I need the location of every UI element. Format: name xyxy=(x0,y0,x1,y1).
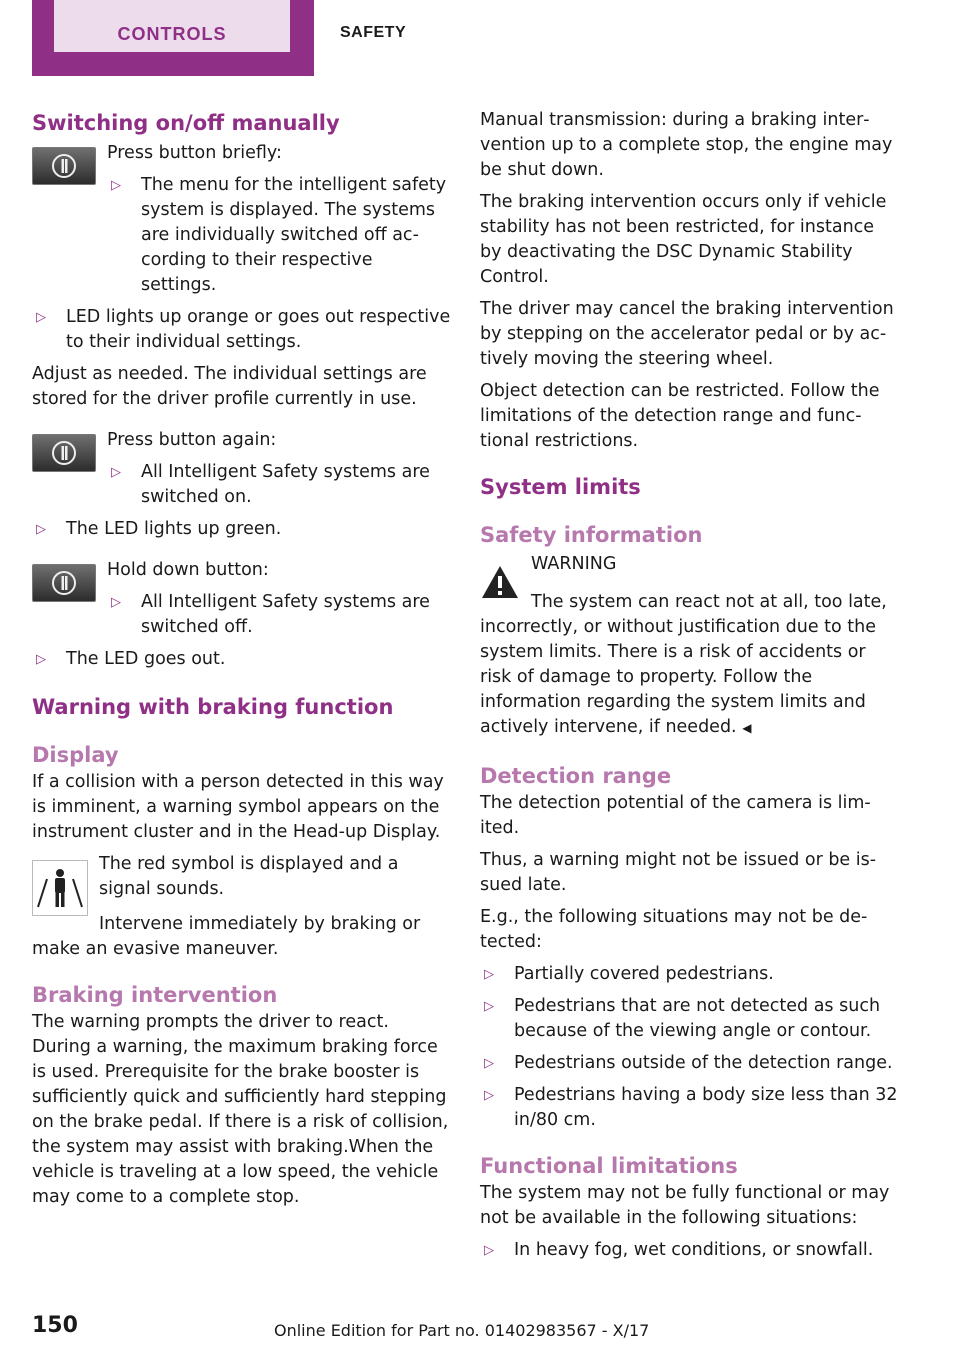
bullet-triangle-icon: ▷ xyxy=(36,522,46,537)
press-again-block xyxy=(32,428,452,510)
left-column xyxy=(32,108,452,1217)
list-item: ▷ Pedestrians having a body size less than 32 in/80 cm. xyxy=(484,1085,898,1130)
list-item: ▷ The menu for the intelligent safety system is displayed. The systems are individually switched off according to their respective settings. xyxy=(111,175,447,295)
bullet-triangle-icon: ▷ xyxy=(484,1243,494,1258)
intervene-text: Intervene immediately by braking or make an evasive maneuver. xyxy=(32,914,421,959)
safety-button-icon xyxy=(32,147,96,185)
pedestrian-warning-icon xyxy=(32,860,88,916)
red-symbol-text: The red symbol is displayed and a signal sounds. xyxy=(99,854,399,899)
eg-text: E.g., the following situations may not be detected: xyxy=(480,907,868,952)
bullet-triangle-icon: ▷ xyxy=(484,999,494,1014)
warning-triangle-icon xyxy=(480,564,520,608)
adjust-text: Adjust as needed. The individual settings are stored for the driver profile currently in use. xyxy=(32,364,427,409)
object-detection-text: Object detection can be restricted. Follow the limitations of the detection range and functional restrictions. xyxy=(480,381,880,451)
safety-information-heading: Safety information xyxy=(480,523,703,547)
functional-limitations-heading: Functional limitations xyxy=(480,1154,738,1178)
hold-down-block xyxy=(32,558,452,640)
list-item: ▷ Pedestrians that are not detected as such because of the viewing angle or contour. xyxy=(484,996,881,1041)
braking-only-text: The braking intervention occurs only if vehicle stability has not been restricted, for instance by deactivating the DSC Dynamic Stability Control. xyxy=(480,192,887,287)
bullet-triangle-icon: ▷ xyxy=(111,178,121,193)
list-item: ▷ The LED goes out. xyxy=(32,647,452,672)
edition-footer: Online Edition for Part no. 01402983567 - X/17 xyxy=(274,1321,650,1340)
right-column xyxy=(480,108,900,1270)
system-limits-heading: System limits xyxy=(480,475,641,499)
safety-button-icon xyxy=(32,564,96,602)
bullet-triangle-icon: ▷ xyxy=(484,1056,494,1071)
list-item: ▷ LED lights up orange or goes out respective to their individual settings. xyxy=(36,307,451,352)
bullet-triangle-icon: ▷ xyxy=(111,595,121,610)
bullet-triangle-icon: ▷ xyxy=(484,967,494,982)
hold-down-text: Hold down button: xyxy=(107,560,269,580)
thus-text: Thus, a warning might not be issued or be issued late. xyxy=(480,850,877,895)
list-item: ▷ All Intelligent Safety systems are switched on. xyxy=(111,462,430,507)
warning-block xyxy=(480,552,900,602)
end-mark-icon: ◀ xyxy=(742,721,752,735)
detection-text: The detection potential of the camera is limited. xyxy=(480,793,871,838)
display-text: If a collision with a person detected in this way is imminent, a warning symbol appears on the instrument cluster and in the Head-up Display. xyxy=(32,772,444,842)
bullet-triangle-icon: ▷ xyxy=(36,652,46,667)
functional-text: The system may not be fully functional or may not be available in the following situations: xyxy=(480,1183,890,1228)
page-number: 150 xyxy=(32,1313,78,1338)
tab-controls-label: CONTROLS xyxy=(54,0,290,52)
press-briefly-block xyxy=(32,141,452,298)
list-item: ▷ Pedestrians outside of the detection range. xyxy=(480,1051,900,1076)
warning-braking-heading: Warning with braking function xyxy=(32,695,394,719)
bullet-triangle-icon: ▷ xyxy=(111,465,121,480)
warning-label: WARNING xyxy=(531,554,617,574)
display-heading: Display xyxy=(32,743,119,767)
list-item: ▷ The LED lights up green. xyxy=(32,517,452,542)
braking-text: The warning prompts the driver to react. During a warning, the maximum braking force is used. Prerequisite for the brake booster is sufficiently quick and sufficiently hard stepping on the brake pedal. If there is a risk of collision, the system may assist with braking.When the vehicle is traveling at a low speed, the vehicle may come to a complete stop. xyxy=(32,1012,449,1207)
warning-text: The system can react not at all, too late, incorrectly, or without justification due to the system limits. There is a risk of accidents or risk of damage to property. Follow the information regarding the system limits and actively intervene, if needed. ◀ xyxy=(480,592,887,737)
bullet-triangle-icon: ▷ xyxy=(484,1088,494,1103)
switching-heading: Switching on/off manually xyxy=(32,111,340,135)
list-item: ▷ Partially covered pedestrians. xyxy=(480,962,900,987)
list-item: ▷ In heavy fog, wet conditions, or snowfall. xyxy=(480,1238,900,1263)
list-item: ▷ All Intelligent Safety systems are switched off. xyxy=(111,592,430,637)
manual-transmission-text: Manual transmission: during a braking intervention up to a complete stop, the engine may be shut down. xyxy=(480,110,893,180)
tab-safety[interactable]: SAFETY xyxy=(340,24,407,41)
detection-range-heading: Detection range xyxy=(480,764,672,788)
press-again-text: Press button again: xyxy=(107,430,277,450)
cancel-text: The driver may cancel the braking intervention by stepping on the accelerator pedal or by actively moving the steering wheel. xyxy=(480,299,894,369)
red-symbol-block xyxy=(32,852,452,912)
safety-button-icon xyxy=(32,434,96,472)
bullet-triangle-icon: ▷ xyxy=(36,310,46,325)
press-briefly-text: Press button briefly: xyxy=(107,143,282,163)
braking-intervention-heading: Braking intervention xyxy=(32,983,278,1007)
tab-controls[interactable] xyxy=(32,0,314,76)
